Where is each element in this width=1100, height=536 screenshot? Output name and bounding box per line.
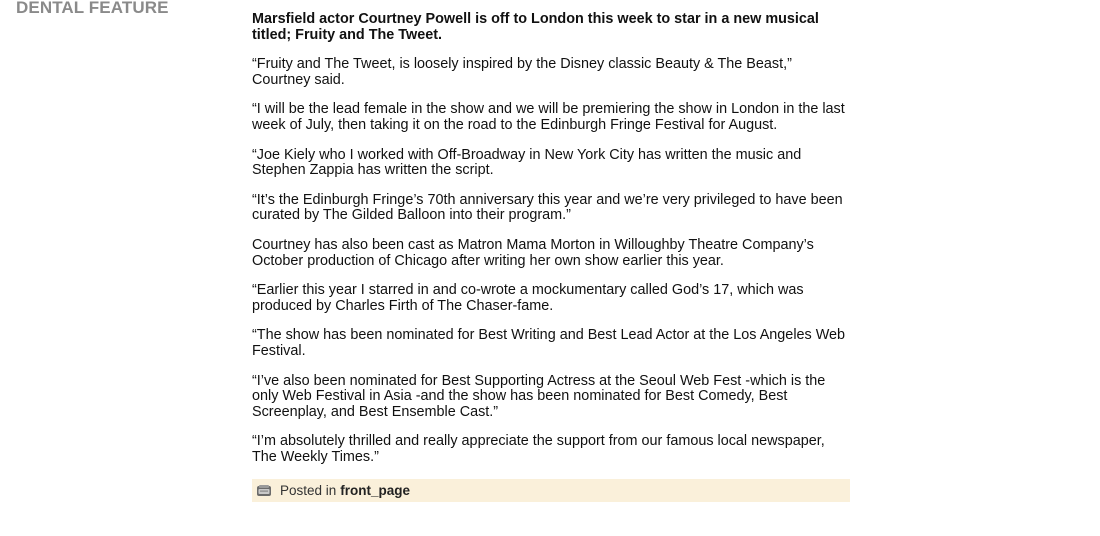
article-paragraph: “It’s the Edinburgh Fringe’s 70th anniversary this year and we’re very privileged to have been curated by The Gilded Balloon into their program.” [252, 191, 843, 224]
article-paragraph: “Earlier this year I starred in and co-wrote a mockumentary called God’s 17, which was produced by Charles Firth of The Chaser-fame. [252, 282, 804, 314]
article-paragraph: “Fruity and The Tweet, is loosely inspired by the Disney classic Beauty & The Beast,” Courtney said. [252, 56, 792, 88]
article-paragraph: “I will be the lead female in the show and we will be premiering the show in London in the last week of July, then taking it on the road to the Edinburgh Fringe Festival for August. [252, 101, 845, 133]
posted-in-bar [252, 479, 850, 502]
article-paragraph: “I’ve also been nominated for Best Supporting Actress at the Seoul Web Fest -which is the only Web Festival in Asia -and the show has been nominated for Best Comedy, Best Screenplay, and Best Ensemble Cast.” [252, 372, 826, 420]
category-folder-icon [256, 484, 272, 497]
section-heading: DENTAL FEATURE [16, 0, 169, 17]
posted-in-label: Posted in [280, 483, 337, 499]
category-link[interactable]: front_page [340, 483, 411, 499]
article-paragraph: “I’m absolutely thrilled and really appreciate the support from our famous local newspaper, The Weekly Times.” [252, 433, 825, 465]
article-body [252, 12, 850, 502]
article-paragraph: “Joe Kiely who I worked with Off-Broadway in New York City has written the music and Stephen Zappia has written the script. [252, 146, 802, 179]
article-paragraph: “The show has been nominated for Best Writing and Best Lead Actor at the Los Angeles Web Festival. [252, 327, 846, 359]
article-lead: Marsfield actor Courtney Powell is off to London this week to star in a new musical titled; Fruity and The Tweet. [252, 11, 819, 43]
article-paragraph: Courtney has also been cast as Matron Mama Morton in Willoughby Theatre Company’s October production of Chicago after writing her own show earlier this year. [252, 236, 814, 269]
